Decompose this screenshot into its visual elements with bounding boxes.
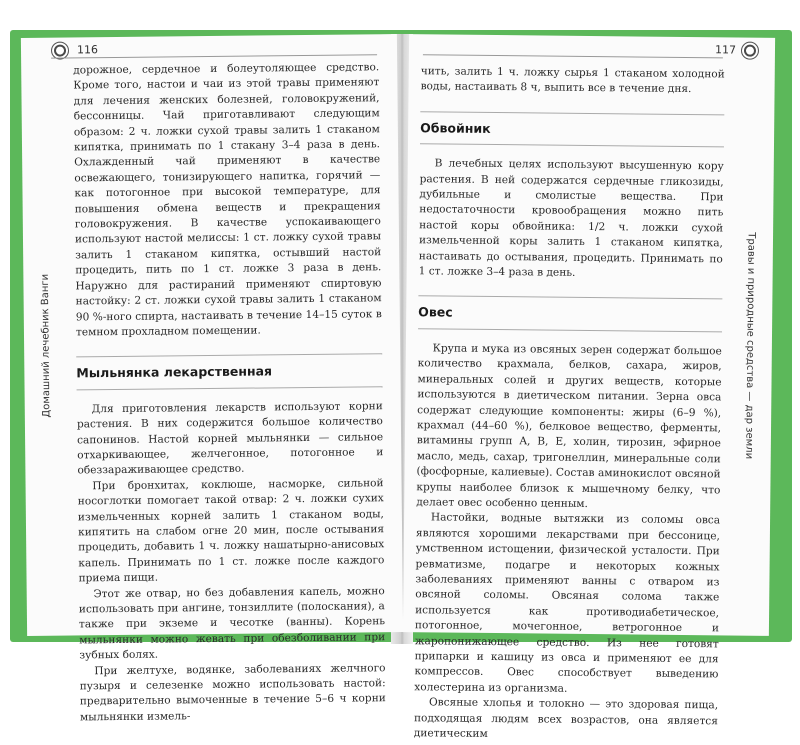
section-heading-oats: Овес xyxy=(418,296,722,333)
right-header-rule xyxy=(423,54,723,58)
left-paragraph: Для приготовления лекарств используют корни растения. В них содержится большое количество сапонинов. Настой корней мыльнянки — сильное отхаркивающее, желчегонное, потогонное и обеззараживающее средство. xyxy=(76,399,384,477)
left-paragraph: При желтухе, водянке, заболеваниях желчного пузыря и селезенке можно использовать настой: предварительно вымоченные в течение 5–6 ч корни мыльнянки измель- xyxy=(79,661,386,724)
right-page-number: 117 xyxy=(714,43,737,57)
left-page-number: 116 xyxy=(76,43,99,57)
right-paragraph: чить, залить 1 ч. ложку сырья 1 стаканом холодной воды, настаивать 8 ч, выпить все в течение дня. xyxy=(420,65,725,96)
left-body xyxy=(73,60,386,725)
left-header-rule xyxy=(51,54,377,58)
right-paragraph: Овсяные хлопья и толокно — это здоровая пища, подходящая людям всех возрастов, она является диетическим xyxy=(413,696,719,740)
right-page xyxy=(403,34,775,740)
left-running-header-text: Домашний лечебник Ванги xyxy=(39,273,53,418)
right-paragraph: Крупа и мука из овсяных зерен содержат большое количество крахмала, белков, сахара, жиров, минеральных солей и других веществ, которые используются в диетическом питании. Зерна овса содержат следующие компоненты: жиры (6–9 %), крахмал (44–60 %), белковое вещество, ферменты, витамины групп A, B, E, холин, тирозин, эфирное масло, медь, сахар, тригонеллин, минеральные соли (фосфорные, калиевые). Состав аминокислот овсяной крупы наиболее близок к мышечному белку, что делает овес особенно ценным. xyxy=(416,342,722,510)
left-running-header xyxy=(29,86,62,606)
right-paragraph: Настойки, водные вытяжки из соломы овса являются хорошими лекарствами при бессонице, умственном истощении, физической усталости. При ревматизме, подагре и некоторых кожных заболеваниях применяют ванны с отваром из овсяной соломы. Овсяная солома также используется как противодиабетическое, потогонное, мочегонное, ветрогонное и жаропонижающее средство. Из нее готовят припарки и кашицу из овса и применяют ее для компрессов. Овес способствует выведению холестерина из организма. xyxy=(414,511,721,695)
section-heading-periploca: Обвойник xyxy=(420,111,724,148)
right-running-header-text: Травы и природные средства — дар земли xyxy=(743,232,757,460)
right-paragraph: В лечебных целях используют высушенную кору растения. В ней содержатся сердечные гликозиды, дубильные и смолистые вещества. При недостаточности кровообращения можно пить настой коры обвойника: 1/2 ч. ложки сухой измельченной коры залить 1 стаканом кипятка, настаивать до остывания, процедить. Принимать по 1 ст. ложке 3–4 раза в день. xyxy=(418,157,724,279)
right-running-header xyxy=(733,86,766,606)
section-heading-soapwort: Мыльнянка лекарственная xyxy=(76,354,382,391)
right-body xyxy=(414,64,725,745)
chapter-emblem-icon xyxy=(741,42,759,60)
left-paragraph: дорожное, сердечное и болеутоляющее средство. Кроме того, настои и чаи из этой травы применяют для лечения женских болезней, головокружений, бессонницы. Чай приготавливают следующим образом: 2 ч. ложки сухой травы залить 1 стаканом кипятка, принимать по 1 стакану 3–4 раза в день. Охлажденный чай применяют в качестве освежающего, тонизирующего напитка, горячий — как потогонное при высокой температуре, для повышения обмена веществ и прекращения головокружения. В качестве успокаивающего используют настой мелиссы: 1 ст. ложку сухой травы залить 1 стаканом кипятка, остывший настой процедить, пить по 1 ст. ложке 3 раза в день. Наружно для растираний применяют спиртовую настойку: 2 ст. ложки сухой травы залить 1 стаканом 90 %-ного спирта, настаивать в течение 14–15 суток в темном прохладном помещении. xyxy=(73,61,382,339)
left-page xyxy=(21,34,403,724)
left-paragraph: Этот же отвар, но без добавления капель, можно использовать при ангине, тонзиллите (полоскания), а также при экземе и чесотке (ванны). Корень мыльнянки можно жевать при обезболивании при зубных болях. xyxy=(78,584,386,662)
left-paragraph: При бронхитах, коклюше, насморке, сильной носоглотки помогает такой отвар: 2 ч. ложки сухих измельченных корней залить 1 стаканом воды, кипятить на слабом огне 20 мин, после остывания процедить, добавить 1 ч. ложку нашатырно-анисовых капель. Принимать по 1 ст. ложке после каждого приема пищи. xyxy=(77,476,385,585)
